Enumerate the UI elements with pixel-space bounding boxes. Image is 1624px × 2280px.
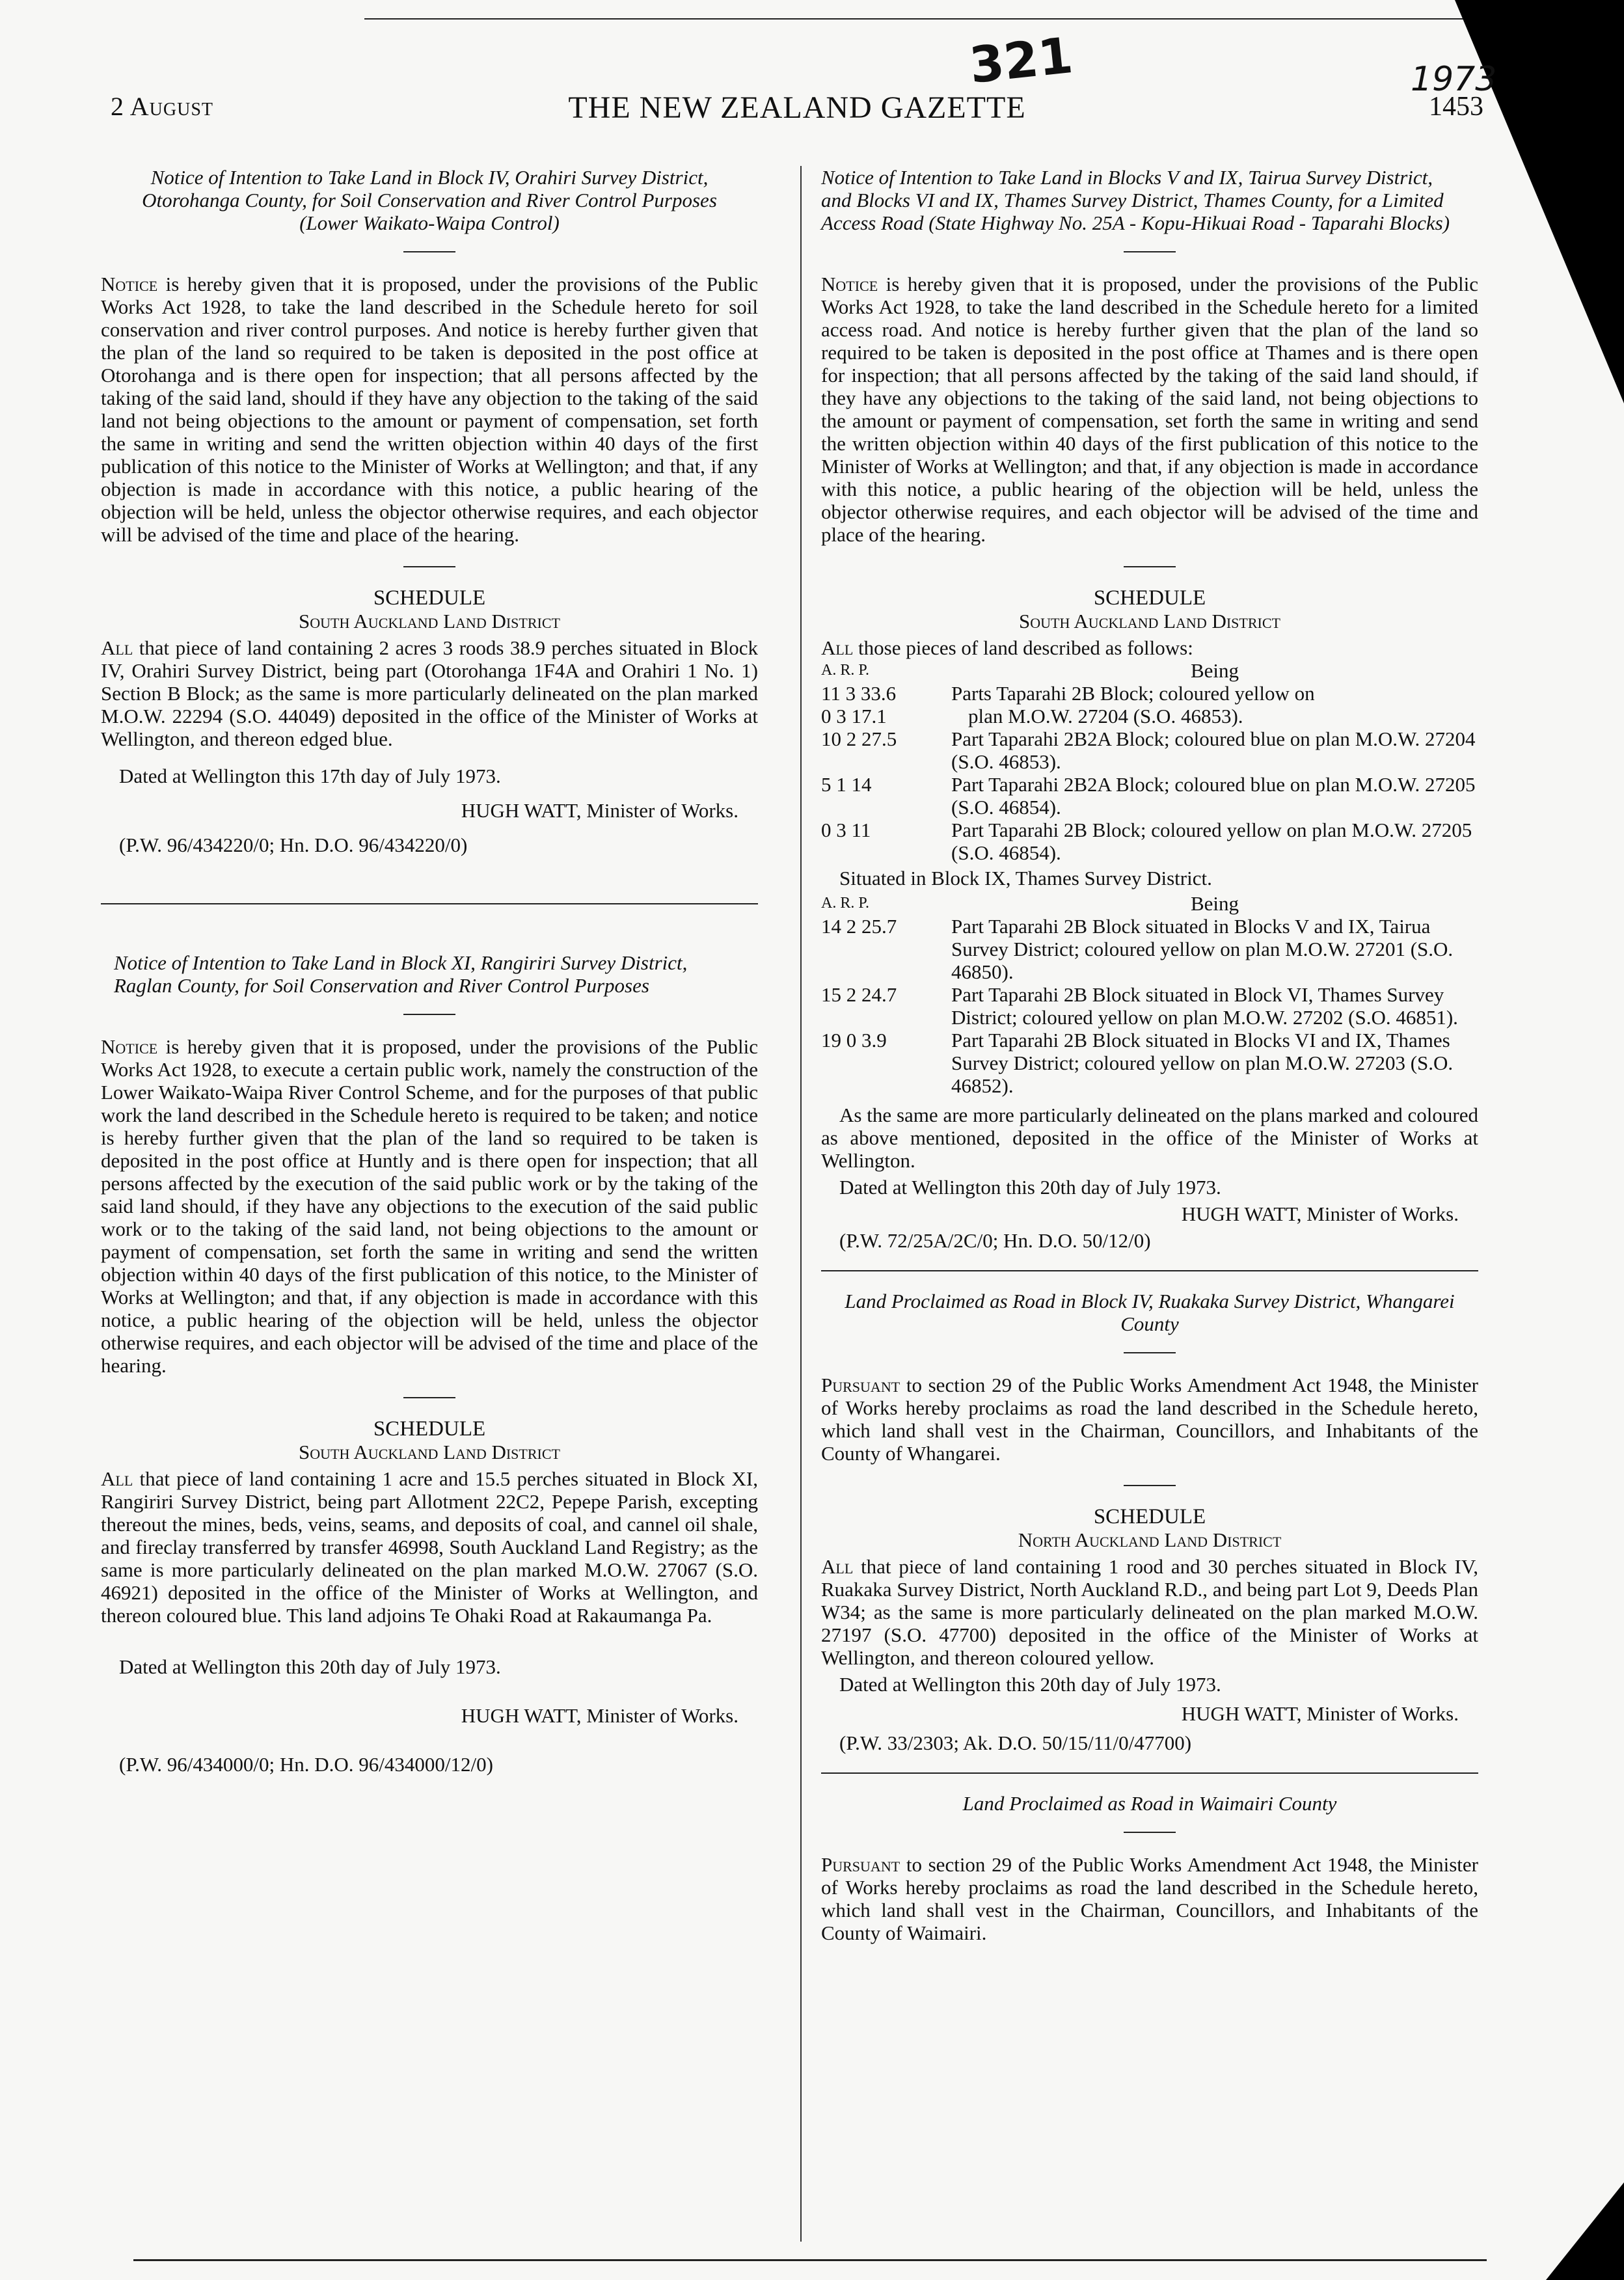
schedule-text — [821, 1555, 1478, 1669]
bottom-rule — [133, 2259, 1487, 2261]
dated-line: Dated at Wellington this 20th day of July 1973. — [839, 1673, 1221, 1696]
header-date: 2 August — [111, 92, 214, 121]
table-row — [821, 983, 1478, 1029]
lead-word: All — [101, 1467, 133, 1490]
being-header: Being — [1190, 892, 1239, 915]
short-rule — [403, 566, 455, 567]
notice-waimairi — [821, 1792, 1478, 1944]
parcel-description: Part Taparahi 2B Block situated in Blocks VI and IX, Thames Survey District; coloured yellow on plan M.O.W. 27203 (S.O. 46852). — [951, 1029, 1454, 1097]
notice-taparahi — [821, 166, 1478, 1252]
scan-corner-shadow-bottom — [1546, 2182, 1624, 2280]
table-row — [821, 819, 1478, 864]
body-text: to section 29 of the Public Works Amendment Act 1948, the Minister of Works hereby proclaims as road the land described in the Schedule hereto, which land shall vest in the Chairman, Councillors, and Inhabitants of the County of Whangarei. — [821, 1374, 1479, 1465]
schedule-text — [101, 636, 758, 750]
signature: HUGH WATT, Minister of Works. — [1181, 1702, 1459, 1725]
parcel-description: Part Taparahi 2B Block situated in Block VI, Thames Survey District; coloured yellow on plan M.O.W. 27202 (S.O. 46851). — [951, 983, 1458, 1029]
schedule-text — [101, 1467, 758, 1627]
parcel-description: Part Taparahi 2B2A Block; coloured blue on plan M.O.W. 27205 (S.O. 46854). — [951, 773, 1476, 819]
dated-line: Dated at Wellington this 20th day of July 1973. — [839, 1176, 1221, 1199]
short-rule — [1124, 1352, 1176, 1353]
parcel-area: 11 3 33.6 — [821, 682, 897, 705]
notice-body — [101, 273, 758, 546]
lead-word: Notice — [101, 1035, 158, 1058]
notice-title: Land Proclaimed as Road in Block IV, Ruakaka Survey District, Whangarei County — [845, 1290, 1455, 1335]
top-rule — [364, 18, 1470, 20]
parcel-area: 15 2 24.7 — [821, 983, 897, 1006]
schedule-intro-text: those pieces of land described as follows: — [858, 636, 1193, 659]
table-row — [821, 727, 1478, 773]
signature: HUGH WATT, Minister of Works. — [1181, 1202, 1459, 1225]
situated-line: Situated in Block IX, Thames Survey District. — [839, 867, 1212, 889]
section-rule — [101, 903, 758, 904]
body-text: is hereby given that it is proposed, under the provisions of the Public Works Act 1928, to take the land described in the Schedule hereto for a limited access road. And notice is hereby further given that the plan of the land so required to be taken is deposited in the post office at Thames and is there open for inspection; that all persons affected by the taking of the said land should, if they have any objections to the taking of the said land, not being objections to the amount or payment of compensation, set forth the same in writing and send the written objection within 40 days of the first publication of this notice to the Minister of Works at Wellington; and that, if any objection is made in accordance with this notice, a public hearing of the objection will be held, unless the objector otherwise requires, and each objector will be advised of the time and place of the hearing. — [821, 273, 1478, 546]
being-header: Being — [1190, 659, 1239, 682]
schedule-body: that piece of land containing 1 acre and 15.5 perches situated in Block XI, Rangiriri Survey District, being part Allotment 22C2, Pepepe Parish, excepting thereout the mines, beds, veins, seams, and deposits of coal, and cannel oil shale, and fireclay transferred by transfer 46998, South Auckland Land Registry; as the same is more particularly delineated on the plan marked M.O.W. 27067 (S.O. 46921) deposited in the office of the Minister of Works at Wellington, and thereon coloured blue. This land adjoins Te Ohaki Road at Rakaumanga Pa. — [101, 1467, 759, 1627]
lead-word: All — [821, 636, 854, 659]
notice-title: Notice of Intention to Take Land in Blocks V and IX, Tairua Survey District, and Blocks VI and IX, Thames Survey District, Thames County, for a Limited Access Road (State Highway No. 25A - Kopu-Hikuai Road - Taparahi Blocks) — [821, 166, 1450, 234]
table-row — [821, 915, 1478, 983]
arp-header: A. R. P. — [821, 662, 870, 679]
handwritten-year: 1973 — [1411, 60, 1497, 99]
arp-header: A. R. P. — [821, 895, 870, 912]
notice-title: Notice of Intention to Take Land in Block XI, Rangiriri Survey District, Raglan County, for Soil Conservation and River Control Purposes — [114, 951, 688, 997]
schedule-heading: SCHEDULE — [1093, 586, 1206, 610]
file-reference: (P.W. 33/2303; Ak. D.O. 50/15/11/0/47700) — [839, 1731, 1192, 1754]
left-column — [101, 166, 758, 1776]
dated-line: Dated at Wellington this 17th day of July 1973. — [119, 765, 501, 787]
handwritten-number: 321 — [966, 25, 1076, 95]
table-row — [821, 682, 1478, 705]
header-title: THE NEW ZEALAND GAZETTE — [568, 90, 1026, 125]
notice-body — [821, 1374, 1478, 1465]
land-district: South Auckland Land District — [1019, 610, 1280, 632]
lead-word: All — [101, 636, 133, 659]
file-reference: (P.W. 96/434000/0; Hn. D.O. 96/434000/12/0) — [119, 1753, 493, 1776]
body-text: is hereby given that it is proposed, under the provisions of the Public Works Act 1928, to execute a certain public work, namely the construction of the Lower Waikato-Waipa River Control Scheme, and for the purposes of that public work the land described in the Schedule hereto is required to be taken; and notice is hereby further given that the plan of the land so required to be taken is deposited in the post office at Huntly and is there open for inspection; that all persons affected by the execution of the said public work or by the taking of the said land should, if they have any objections to the execution of the said public work or to the taking of the said land, not being objections to the amount or payment of compensation, set forth the same in writing and send the written objection within 40 days of the first publication of this notice, to the Minister of Works at Wellington; and that, if any objection is made in accordance with this notice, a public hearing of the objection will be held, unless the objector otherwise requires, and each objector will be advised of the time and place of the hearing. — [101, 1035, 758, 1377]
parcel-area: 19 0 3.9 — [821, 1029, 887, 1052]
short-rule — [1124, 251, 1176, 252]
signature: HUGH WATT, Minister of Works. — [461, 1704, 738, 1727]
notice-body — [821, 1853, 1478, 1944]
file-reference: (P.W. 96/434220/0; Hn. D.O. 96/434220/0) — [119, 834, 468, 856]
parcel-description: Parts Taparahi 2B Block; coloured yellow on — [951, 682, 1315, 705]
parcel-area: 10 2 27.5 — [821, 727, 897, 750]
parcel-description: Part Taparahi 2B Block situated in Blocks V and IX, Tairua Survey District; coloured yellow on plan M.O.W. 27201 (S.O. 46850). — [951, 915, 1454, 983]
parcel-area: 0 3 17.1 — [821, 705, 887, 727]
lead-word: Notice — [101, 273, 158, 295]
short-rule — [403, 1397, 455, 1398]
land-district: North Auckland Land District — [1018, 1528, 1282, 1551]
section-rule — [821, 1772, 1478, 1774]
signature: HUGH WATT, Minister of Works. — [461, 799, 738, 822]
short-rule — [1124, 1485, 1176, 1486]
file-reference: (P.W. 72/25A/2C/0; Hn. D.O. 50/12/0) — [839, 1229, 1151, 1252]
notice-body — [821, 273, 1478, 546]
notice-ruakaka — [821, 1290, 1478, 1754]
parcel-area: 0 3 11 — [821, 819, 871, 841]
header-page-number: 1453 — [1429, 92, 1483, 122]
column-divider — [800, 166, 802, 2242]
table-row — [821, 705, 1478, 727]
schedule-heading: SCHEDULE — [1093, 1505, 1206, 1528]
short-rule — [1124, 566, 1176, 567]
notice-rangiriri — [101, 951, 758, 1776]
body-text: is hereby given that it is proposed, under the provisions of the Public Works Act 1928, to take the land described in the Schedule hereto for soil conservation and river control purposes. And notice is hereby further given that the plan of the land so required to be taken is deposited in the post office at Otorohanga and is there open for inspection; that all persons affected by the taking of the said land, should if they have any objection to the taking of the said land not being objections to the amount or payment of compensation, set forth the same in writing and send the written objection within 40 days of the first publication of this notice to the Minister of Works at Wellington; and that, if any objection is made in accordance with this notice, a public hearing of the objection will be held, unless the objector otherwise requires, and each objector will be advised of the time and place of the hearing. — [101, 273, 758, 546]
schedule-body: that piece of land containing 2 acres 3 roods 38.9 perches situated in Block IV, Orahiri Survey District, being part (Otorohanga 1F4A and Orahiri 1 No. 1) Section B Block; as the same is more particularly delineated on the plan marked M.O.W. 22294 (S.O. 44049) deposited in the office of the Minister of Works at Wellington, and thereon edged blue. — [101, 636, 759, 750]
parcel-description: Part Taparahi 2B2A Block; coloured blue on plan M.O.W. 27204 (S.O. 46853). — [951, 727, 1476, 773]
land-district: South Auckland Land District — [299, 610, 560, 632]
schedule-body: that piece of land containing 1 rood and 30 perches situated in Block IV, Ruakaka Survey District, North Auckland R.D., and being part Lot 9, Deeds Plan W34; as the same is more particularly delineated on the plan marked M.O.W. 27197 (S.O. 47700) deposited in the office of the Minister of Works at Wellington, and thereon coloured yellow. — [821, 1555, 1478, 1669]
notice-orahiri — [101, 166, 758, 856]
notice-title: Notice of Intention to Take Land in Block IV, Orahiri Survey District, Otorohanga County, for Soil Conservation and River Control Purposes (Lower Waikato-Waipa Control) — [142, 166, 717, 234]
schedule-intro — [821, 636, 1478, 659]
notice-title: Land Proclaimed as Road in Waimairi County — [962, 1792, 1337, 1815]
parcel-description: plan M.O.W. 27204 (S.O. 46853). — [968, 705, 1243, 727]
schedule-heading: SCHEDULE — [373, 586, 486, 610]
lead-word: Pursuant — [821, 1853, 900, 1876]
schedule-closing: As the same are more particularly delineated on the plans marked and coloured as above mentioned, deposited in the office of the Minister of Works at Wellington. — [821, 1104, 1478, 1172]
short-rule — [403, 1014, 455, 1015]
parcel-table-b — [821, 892, 1478, 1097]
short-rule — [403, 251, 455, 252]
parcel-table-header — [821, 659, 1478, 682]
parcel-area: 14 2 25.7 — [821, 915, 897, 938]
body-text: to section 29 of the Public Works Amendment Act 1948, the Minister of Works hereby proclaims as road the land described in the Schedule hereto, which land shall vest in the Chairman, Councillors, and Inhabitants of the County of Waimairi. — [821, 1853, 1479, 1944]
table-row — [821, 1029, 1478, 1097]
schedule-heading: SCHEDULE — [373, 1417, 486, 1441]
dated-line: Dated at Wellington this 20th day of July 1973. — [119, 1655, 501, 1678]
parcel-area: 5 1 14 — [821, 773, 872, 796]
right-column — [821, 166, 1478, 1964]
page-header — [111, 91, 1483, 143]
notice-body — [101, 1035, 758, 1377]
lead-word: Pursuant — [821, 1374, 900, 1396]
parcel-description: Part Taparahi 2B Block; coloured yellow on plan M.O.W. 27205 (S.O. 46854). — [951, 819, 1472, 864]
table-row — [821, 773, 1478, 819]
section-rule — [821, 1270, 1478, 1271]
parcel-table-header — [821, 892, 1478, 915]
lead-word: Notice — [821, 273, 878, 295]
short-rule — [1124, 1832, 1176, 1833]
land-district: South Auckland Land District — [299, 1441, 560, 1463]
parcel-table-a — [821, 659, 1478, 864]
lead-word: All — [821, 1555, 854, 1578]
